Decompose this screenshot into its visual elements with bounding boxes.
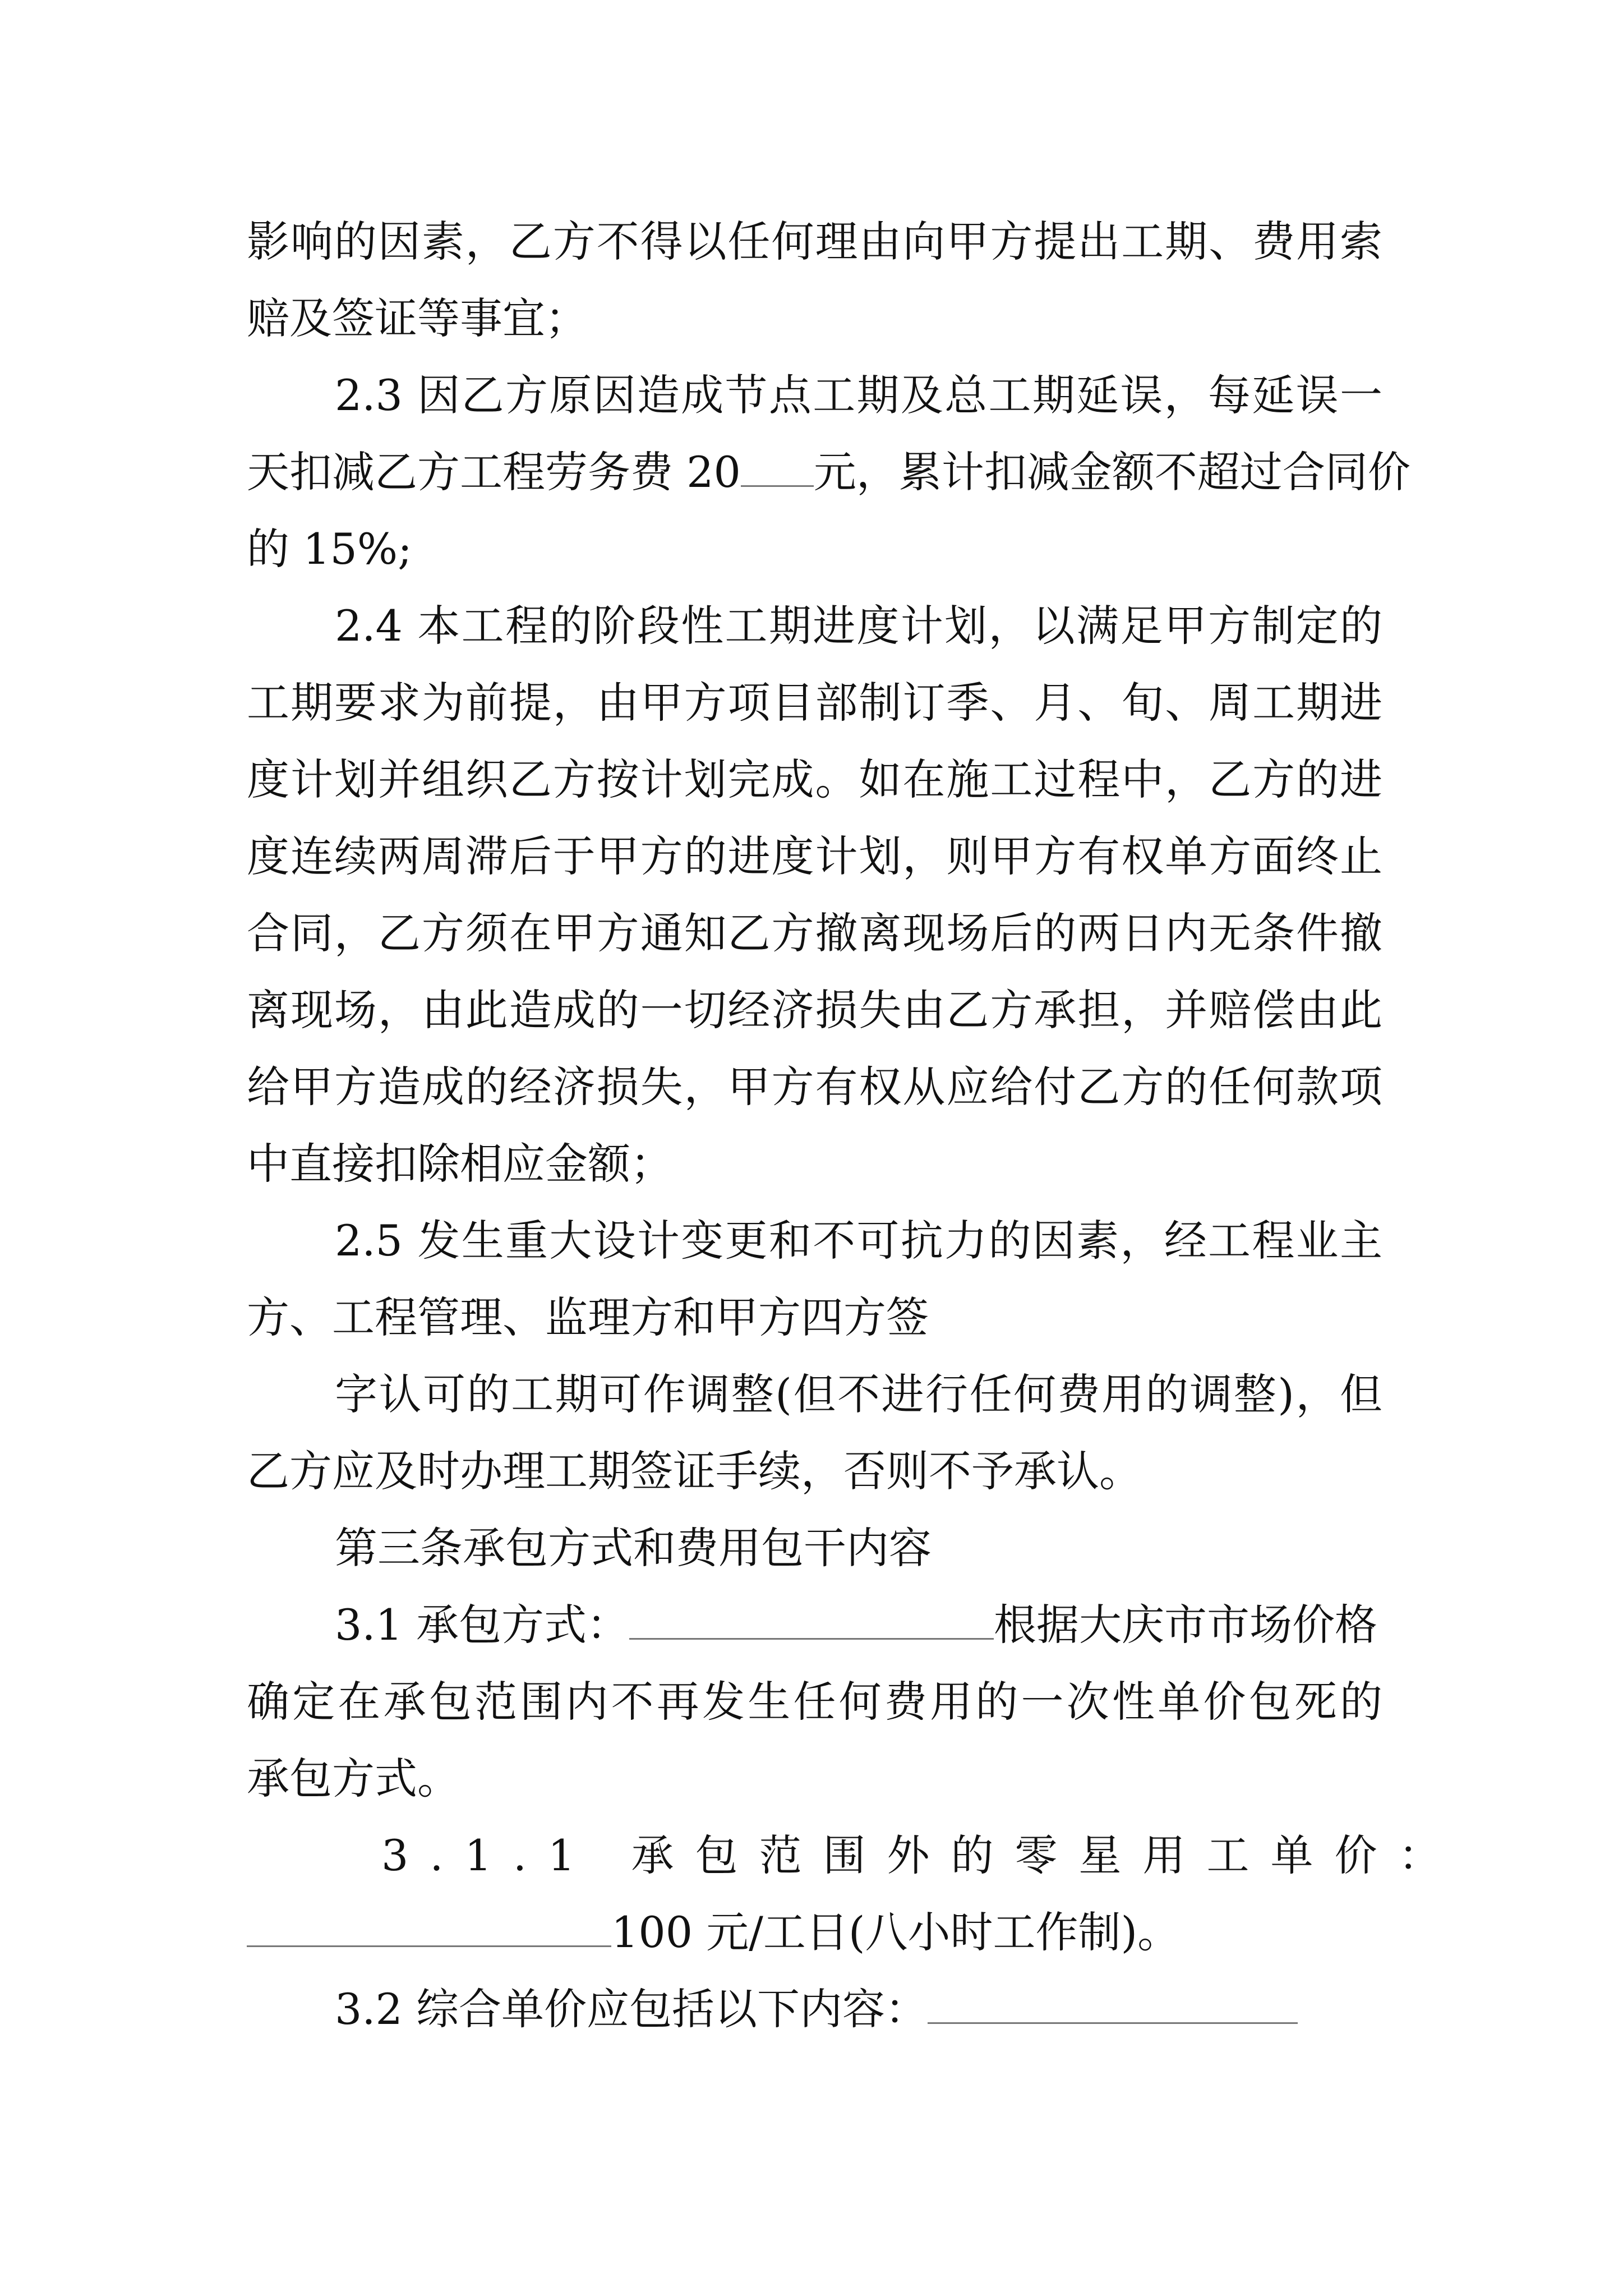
labor-price-line — [247, 1894, 1382, 1971]
line-text: 字认可的工期可作调整(但不进行任何费用的调整)，但 — [335, 1369, 1382, 1419]
line-text: 2.3 因乙方原因造成节点工期及总工期延误，每延误一 — [335, 370, 1382, 420]
line-text: 确定在承包范围内不再发生任何费用的一次性单价包死的 — [247, 1677, 1382, 1727]
paragraph-line — [247, 1125, 1382, 1202]
paragraph-line — [247, 1740, 1382, 1817]
line-text-after-blank: 根据大庆市市场价格 — [994, 1600, 1378, 1650]
line-text: 2.5 发生重大设计变更和不可抗力的因素，经工程业主 — [335, 1216, 1382, 1266]
line-text: 3.1.1 承包范围外的零星用工单价： — [381, 1830, 1463, 1880]
paragraph-line — [247, 972, 1382, 1048]
paragraph-line — [247, 203, 1382, 280]
line-text: 给甲方造成的经济损失，甲方有权从应给付乙方的任何款项 — [247, 1062, 1382, 1112]
labor-price-blank — [247, 1899, 611, 1947]
paragraph-line — [247, 1663, 1382, 1740]
paragraph-line — [247, 1048, 1382, 1125]
line-text: 合同，乙方须在甲方通知乙方撤离现场后的两日内无条件撤 — [247, 908, 1382, 958]
paragraph-line — [247, 895, 1382, 972]
line-text-before-blank: 3.1 承包方式： — [335, 1600, 630, 1650]
line-text-after-blank: 100 元/工日(八小时工作制)。 — [611, 1907, 1181, 1957]
clause-2-4-start — [247, 587, 1382, 664]
paragraph-line — [247, 1279, 1382, 1356]
line-text: 第三条承包方式和费用包干内容 — [335, 1523, 932, 1573]
paragraph-line — [247, 741, 1382, 818]
line-text: 2.4 本工程的阶段性工期进度计划，以满足甲方制定的 — [335, 601, 1382, 651]
line-text: 影响的因素，乙方不得以任何理由向甲方提出工期、费用索 — [247, 217, 1382, 266]
paragraph-line — [247, 664, 1382, 741]
document-body — [247, 203, 1463, 2047]
paragraph-line — [247, 1433, 1382, 1510]
line-text: 的 15%; — [247, 524, 412, 574]
penalty-amount-blank — [741, 439, 814, 487]
line-text-before-blank: 天扣减乙方工程劳务费 20 — [247, 447, 741, 497]
line-text-after-blank: 元，累计扣减金额不超过合同价 — [813, 447, 1410, 497]
paragraph-line — [247, 1356, 1382, 1433]
unit-price-content-blank — [928, 1976, 1298, 2024]
line-text-before-blank: 3.2 综合单价应包括以下内容： — [335, 1984, 928, 2034]
clause-2-5-start — [247, 1202, 1382, 1279]
clause-3-1-line — [247, 1586, 1382, 1663]
paragraph-line — [247, 818, 1382, 895]
paragraph-line — [247, 280, 1382, 357]
paragraph-line — [247, 510, 1382, 587]
line-text: 乙方应及时办理工期签证手续，否则不予承认。 — [247, 1446, 1142, 1496]
line-text: 度连续两周滞后于甲方的进度计划，则甲方有权单方面终止 — [247, 831, 1382, 881]
line-text: 方、工程管理、监理方和甲方四方签 — [247, 1292, 929, 1342]
article-3-heading — [247, 1510, 1382, 1586]
line-text: 赔及签证等事宜； — [247, 293, 588, 343]
line-text: 承包方式。 — [247, 1754, 460, 1803]
line-text: 中直接扣除相应金额； — [247, 1139, 673, 1189]
clause-3-2-line — [247, 1971, 1382, 2047]
clause-2-3-start — [247, 357, 1382, 434]
clause-2-3-penalty-line — [247, 434, 1410, 510]
clause-3-1-1-line — [247, 1817, 1463, 1894]
contract-method-blank — [629, 1592, 994, 1640]
line-text: 离现场，由此造成的一切经济损失由乙方承担，并赔偿由此 — [247, 985, 1382, 1035]
line-text: 工期要求为前提，由甲方项目部制订季、月、旬、周工期进 — [247, 678, 1382, 728]
line-text: 度计划并组织乙方按计划完成。如在施工过程中，乙方的进 — [247, 754, 1382, 804]
